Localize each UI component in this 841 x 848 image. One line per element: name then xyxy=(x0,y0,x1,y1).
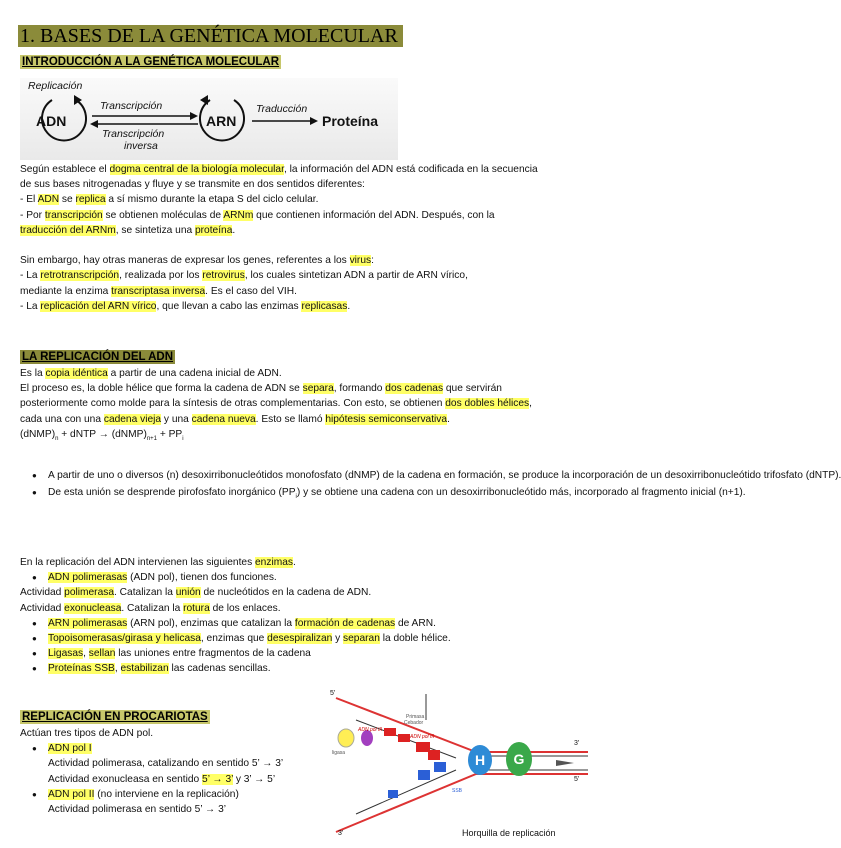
text-line: de sus bases nitrogenadas y fluye y se transmite en dos sentidos diferentes: xyxy=(20,179,365,191)
text-line: - La retrotranscripción, realizada por los retrovirus, los cuales sintetizan ADN a partir de ARN vírico, xyxy=(20,270,468,282)
bullet-item: ● ARN polimerasas (ARN pol), enzimas que catalizan la formación de cadenas de ARN. xyxy=(20,616,585,631)
text-line: Actividad exonucleasa en sentido 5’ → 3’ y 3’ → 5’ xyxy=(48,773,276,785)
bullet-item: ● De esta unión se desprende pirofosfato inorgánico $(PP_i)$ y se obtiene una cadena con un desoxirribonucleótido más, incorporado al fragmento inicial (n+1). xyxy=(20,485,575,505)
replication-fork-figure xyxy=(326,690,588,840)
text-line xyxy=(20,238,585,253)
page-title: 1. BASES DE LA GENÉTICA MOLECULAR xyxy=(18,25,403,47)
dogma-transcripcion-inversa: Transcripción xyxy=(102,128,165,140)
enzimas-text xyxy=(20,555,585,677)
text-line: - El ADN se replica a sí mismo durante la etapa S del ciclo celular. xyxy=(20,194,319,206)
girasa-node: G xyxy=(506,742,532,776)
fork-label-pol3b: ADN pol III xyxy=(410,734,435,740)
text-line: Actúan tres tipos de ADN pol. xyxy=(20,728,154,739)
text-line: mediante la enzima transcriptasa inversa. Es el caso del VIH. xyxy=(20,285,297,297)
text-line: Es la copia idéntica a partir de una cadena inicial de ADN. xyxy=(20,368,282,379)
section-intro-heading: INTRODUCCIÓN A LA GENÉTICA MOLECULAR xyxy=(22,56,280,68)
text-line: Según establece el dogma central de la biología molecular, la información del ADN está codificada en la secuencia xyxy=(20,164,538,175)
text-line: Actividad polimerasa. Catalizan la unión de nucleótidos en la cadena de ADN. xyxy=(20,587,372,599)
replicacion-text xyxy=(20,366,585,447)
section-replicacion-heading: LA REPLICACIÓN DEL ADN xyxy=(22,351,173,363)
dogma-arn: ARN xyxy=(206,113,237,129)
dogma-inversa: inversa xyxy=(124,140,158,152)
fork-label-ssb: SSB xyxy=(452,788,463,794)
fork-label-cebador: Cebador xyxy=(404,720,424,726)
dogma-proteina: Proteína xyxy=(322,113,379,129)
dogma-replicacion: Replicación xyxy=(28,80,83,92)
fork-label-pol3a: ADN pol III xyxy=(358,727,383,733)
fork-end-3b: 3' xyxy=(338,830,344,837)
bullet-item: ● Ligasas, sellan las uniones entre fragmentos de la cadena xyxy=(20,646,585,661)
pol-block xyxy=(384,728,396,736)
text-line: Sin embargo, hay otras maneras de expresar los genes, referentes a los virus: xyxy=(20,255,374,267)
helicasa-node: H xyxy=(468,745,492,775)
fork-end-5a: 5' xyxy=(330,690,336,697)
bullet-item: ● ADN pol I xyxy=(20,741,320,756)
text-line: traducción del ARNm, se sintetiza una proteína. xyxy=(20,224,236,236)
fork-label-ligasa: ligasa xyxy=(332,750,346,756)
bullet-item: ● ADN pol II (no interviene en la replicación) xyxy=(20,787,320,802)
bullet-item: ● Proteínas SSB, estabilizan las cadenas sencillas. xyxy=(20,661,585,676)
intro-text xyxy=(20,162,585,314)
bullet-item: ● ADN polimerasas (ADN pol), tienen dos funciones. xyxy=(20,570,585,585)
dogma-adn: ADN xyxy=(36,113,67,129)
bullet-item: ● A partir de uno o diversos (n) desoxirribonucleótidos monofosfato (dNMP) de la cadena en formación, se produce la incorporación de un desoxirribonucleótido trifosfato (dNTP). xyxy=(20,468,575,483)
fork-end-3a: 3' xyxy=(574,740,580,747)
text-line: Actividad polimerasa en sentido 5’ → 3’ xyxy=(48,804,226,816)
text-line: El proceso es, la doble hélice que forma la cadena de ADN se separa, formando dos cadenas que servirán xyxy=(20,383,502,395)
section-procariotas-heading: REPLICACIÓN EN PROCARIOTAS xyxy=(22,711,208,723)
text-line: posteriormente como molde para la síntesis de otras complementarias. Con esto, se obtienen dos dobles hélices, xyxy=(20,398,532,410)
fork-label-primasa: Primasa xyxy=(406,714,425,720)
bullet-item: ● Topoisomerasas/girasa y helicasa, enzimas que desespiralizan y separan la doble hélice. xyxy=(20,631,585,646)
fork-caption: Horquilla de replicación xyxy=(462,828,556,838)
replicacion-bullets xyxy=(20,468,841,505)
procariotas-text xyxy=(20,726,320,817)
text-line: En la replicación del ADN intervienen las siguientes enzimas. xyxy=(20,557,296,568)
text-line: Actividad polimerasa, catalizando en sentido 5’ → 3’ xyxy=(48,758,284,770)
replication-fork-diagram xyxy=(326,690,588,840)
text-line: cada una con una cadena vieja y una cadena nueva. Esto se llamó hipótesis semiconservativa. xyxy=(20,413,450,425)
dogma-traduccion: Traducción xyxy=(256,103,308,115)
text-line: - Por transcripción se obtienen moléculas de ARNm que contienen información del ADN. Después, con la xyxy=(20,209,495,221)
text-line: Actividad exonucleasa. Catalizan la rotura de los enlaces. xyxy=(20,602,281,614)
dogma-transcripcion: Transcripción xyxy=(100,100,163,112)
text-line: - La replicación del ARN vírico, que llevan a cabo las enzimas replicasas. xyxy=(20,300,351,312)
fork-end-5b: 5' xyxy=(574,776,580,783)
central-dogma-diagram xyxy=(20,78,398,160)
equation: $(dNMP)_n$ + dNTP → $(dNMP)_{n+1} + PP_i$ xyxy=(20,428,184,442)
